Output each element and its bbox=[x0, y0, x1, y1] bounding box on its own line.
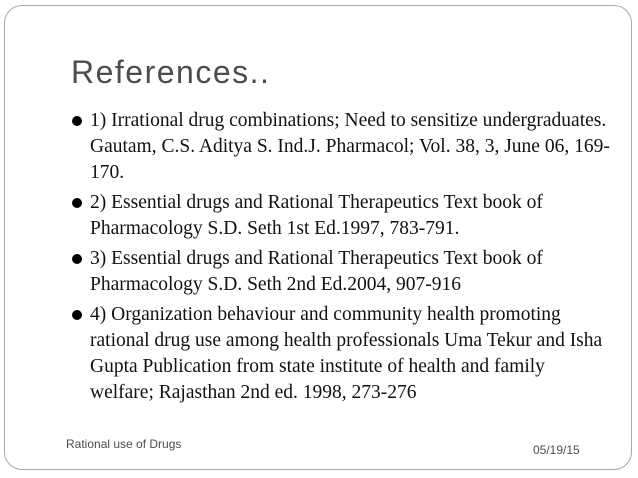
reference-item-3 bbox=[72, 246, 612, 298]
bullet-icon bbox=[72, 116, 82, 126]
reference-text: 3) Essential drugs and Rational Therapeutics Text book of Pharmacology S.D. Seth 2nd Ed.2004, 907-916 bbox=[90, 248, 543, 295]
footer-date: 05/19/15 bbox=[533, 443, 580, 457]
reference-item-1 bbox=[72, 108, 612, 186]
reference-item-2 bbox=[72, 190, 612, 242]
slide-title: References.. bbox=[71, 54, 271, 90]
reference-text: 2) Essential drugs and Rational Therapeutics Text book of Pharmacology S.D. Seth 1st Ed.1997, 783-791. bbox=[90, 192, 543, 239]
reference-item-4 bbox=[72, 302, 612, 406]
reference-text: 4) Organization behaviour and community health promoting rational drug use among health professionals Uma Tekur and Isha Gupta Publication from state institute of health and family welfare; Rajasthan 2nd ed. 1998, 273-276 bbox=[90, 304, 603, 403]
reference-list bbox=[72, 108, 612, 410]
bullet-icon bbox=[72, 310, 82, 320]
bullet-icon bbox=[72, 198, 82, 208]
reference-text: 1) Irrational drug combinations; Need to sensitize undergraduates. Gautam, C.S. Aditya S. Ind.J. Pharmacol; Vol. 38, 3, June 06, 169-170. bbox=[90, 110, 610, 183]
bullet-icon bbox=[72, 254, 82, 264]
footer-presentation-title: Rational use of Drugs bbox=[66, 437, 182, 451]
